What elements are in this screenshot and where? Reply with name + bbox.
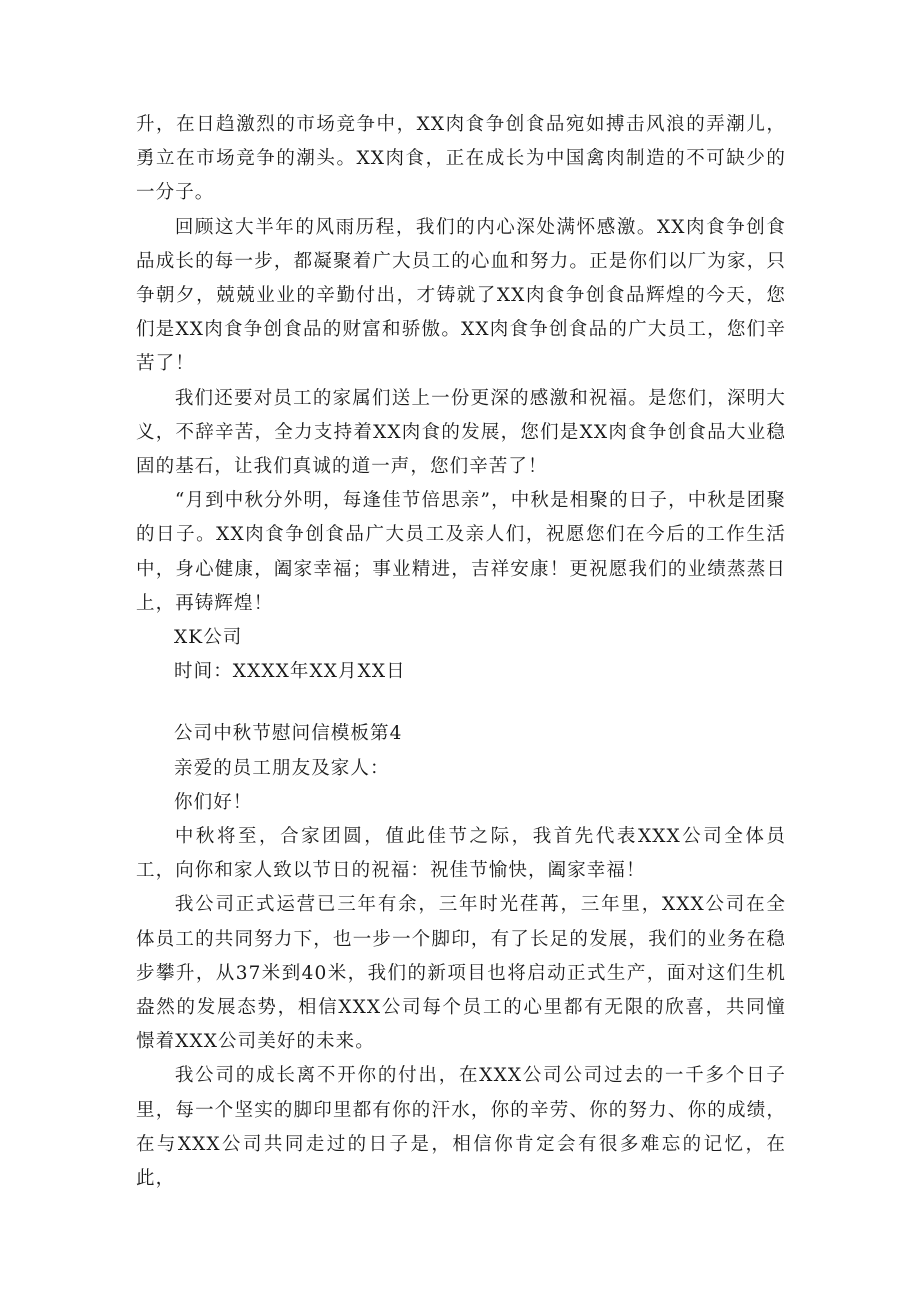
section-title: 公司中秋节慰问信模板第4 — [174, 723, 403, 745]
letter-salutation: 亲爱的员工朋友及家人： — [174, 757, 390, 779]
document-body — [136, 108, 786, 1196]
signature-date: 时间：XXXX年XX月XX日 — [174, 661, 406, 683]
section-gap — [136, 689, 786, 717]
paragraph-review-history: 回顾这大半年的风雨历程，我们的内心深处满怀感激。XX肉食争创食品成长的每一步，都凝聚着广大员工的心血和努力。正是你们以厂为家，只争朝夕，兢兢业业的辛勤付出，才铸就了XX肉食争创食品辉煌的今天，您们是XX肉食争创食品的财富和骄傲。XX肉食争创食品的广大员工，您们辛苦了！ — [136, 216, 786, 375]
paragraph-festival-greeting: 中秋将至，合家团圆，值此佳节之际，我首先代表XXX公司全体员工，向你和家人致以节日的祝福：祝佳节愉快，阖家幸福！ — [136, 826, 786, 882]
letter-greeting: 你们好！ — [174, 791, 253, 813]
paragraph-company-growth: 我公司正式运营已三年有余，三年时光荏苒，三年里，XXX公司在全体员工的共同努力下，也一步一个脚印，有了长足的发展，我们的业务在稳步攀升，从37米到40米，我们的新项目也将启动正式生产，面对这们生机盎然的发展态势，相信XXX公司每个员工的心里都有无限的欣喜，共同憧憬着XXX公司美好的未来。 — [136, 894, 786, 1053]
paragraph-mid-autumn-wishes: “月到中秋分外明，每逢佳节倍思亲”，中秋是相聚的日子，中秋是团聚的日子。XX肉食争创食品广大员工及亲人们，祝愿您们在今后的工作生活中，身心健康，阖家幸福；事业精进，吉祥安康！更祝愿我们的业绩蒸蒸日上，再铸辉煌！ — [136, 490, 786, 614]
paragraph-family-thanks: 我们还要对员工的家属们送上一份更深的感激和祝福。是您们，深明大义，不辞辛苦，全力支持着XX肉食的发展，您们是XX肉食争创食品大业稳固的基石，让我们真诚的道一声，您们辛苦了！ — [136, 387, 786, 478]
signature-company: XK公司 — [174, 627, 243, 649]
paragraph-employee-contribution: 我公司的成长离不开你的付出，在XXX公司公司过去的一千多个日子里，每一个坚实的脚印里都有你的汗水，你的辛劳、你的努力、你的成绩，在与XXX公司共同走过的日子是，相信你肯定会有很多难忘的记忆，在此， — [136, 1065, 786, 1190]
paragraph-market-competition: 升，在日趋激烈的市场竞争中，XX肉食争创食品宛如搏击风浪的弄潮儿，勇立在市场竞争的潮头。XX肉食，正在成长为中国禽肉制造的不可缺少的一分子。 — [136, 114, 786, 204]
